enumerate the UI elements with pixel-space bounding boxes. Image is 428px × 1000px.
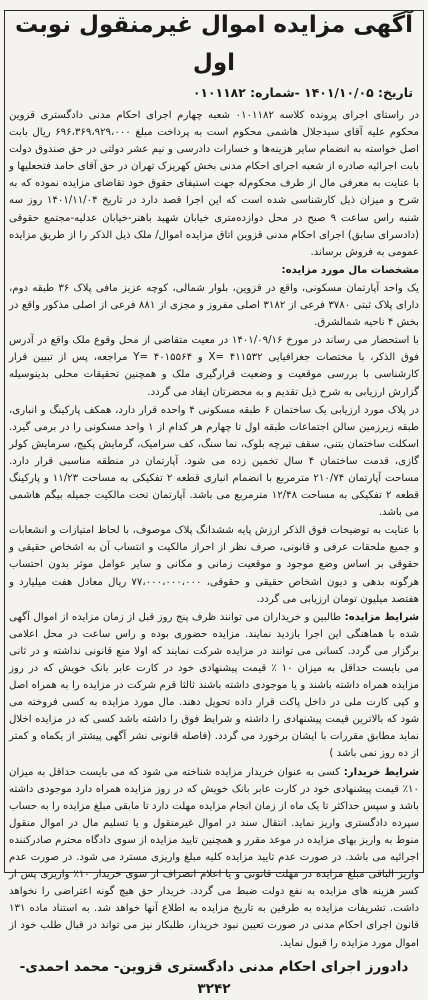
intro-paragraph: در راستای اجرای پرونده کلاسه ۰۱۰۱۱۸۲ شعبه چهارم اجرای احکام مدنی دادگستری قزوین محکوم علیه آقای سیدجلال هاشمی محکوم است به پرداخت مبلغ ۶۹۶،۳۶۹،۹۲۹،۰۰۰ ریال بابت اصل خواسته به انضمام سایر هزینه‌ها و خسارات دادرسی و نیم عشر دولتی در حق صندوق دولت بابت اجرائیه صادره از شعبه اجرای احکام مدنی بخش کهریزک تهران در حق آقای حامد فتحعلیها و با عنایت به معرفی مال از طرف محکوم‌له جهت استیفای حقوق خود تقاضای مزایده نموده که به شرح و میزان ذیل کارشناسی شده است که این اجرا قصد دارد در تاریخ ۱۴۰۱/۱۱/۰۴ روز سه شنبه راس ساعت ۹ صبح در محل دوازده‌متری خیابان شهید باهنر-خیابان عدلیه-مجتمع حقوقی (دادسرای سابق) اجرای احکام مدنی قزوین اتاق مزایده اموال/ ملک ذیل الذکر را از طریق مزایده عمومی به فروش برساند.: [9, 110, 419, 258]
auction-terms-title: شرایط مزایده:: [344, 611, 419, 623]
auction-terms-paragraph: [9, 609, 419, 763]
auction-terms-text: طالبین و خریداران می توانند ظرف پنج روز قبل از زمان مزایده از اموال آگهی شده با هماهنگی این اجرا بازدید نمایند. مزایده حضوری بوده و راس ساعت در محل اعلامی برگزار می گردد. کسانی می توانند در مزایده شرکت نمایند که اولا منع قانونی نداشته و در ثانی می بایست حداقل به میزان ۱۰ ٪ قیمت پیشنهادی خود در کارت عابر بانک خویش که در روز مزایده همراه داشته باشند و یا موجودی داشته باشند ثالثا قرم شرکت در مزایده را به همراه اصل و کپی کارت ملی در داخل پاکت قرار داده تحویل دهند. مال مورد مزایده به کسی فروخته می شود که بالاترین قیمت پیشنهادی را داشته و شرایط فوق را داشته باشد کسی که در مزایده اخلال نماید مطابق مقررات با ایشان برخورد می گردد. (فاصله قانونی نشر آگهی پیشتر از یکماه و کمتر از ده روز نمی باشد ): [9, 611, 420, 760]
signature-footer: دادورز اجرای احکام مدنی دادگستری قزوین- محمد احمدی- ۳۲۴۲: [19, 958, 409, 997]
specs-title: مشخصات مال مورد مزایده:: [281, 264, 419, 276]
buyer-terms-text: کسی به عنوان خریدار مزایده شناخته می شود که می بایست حداقل به میزان ۱۰٪ قیمت پیشنهادی خود در کارت عابر بانک خویش که در روز مزایده همراه دارد موجودی داشته باشد و سپس حداکثر تا یک ماه از زمان انجام مزایده مهلت دارد تا مابقی مبلغ مزایده را به حساب سپرده دادگستری واریز نماید. انتقال سند در اموال غیرمنقول و یا تسلیم مال در اموال منقول منوط به واریز بهای مزایده در موعد مقرر و همچنین تایید مزایده از سوی دادگاه محترم صادرکننده اجرائیه می باشد. در صورت عدم تایید مزایده کلیه مبلغ واریزی مسترد می شود. در صورت عدم واریز الباقی مبلغ مزایده در مهلت قانونی و یا اعلام انصراف از سوی خریدار ۱۰٪ واریزی پس از کسر هزینه های مزایده به نفع دولت ضبط می گردد. خریدار حق هیچ گونه اعتراضی را نخواهد داشت. تشریفات مزایده به طرفین به تاریخ مزایده به اطلاع آنها خواهد شد. به استناد ماده ۱۳۱ قانون اجرای احکام مدنی در صورت تعیین نبود خریدار، طلبکار نیز می تواند در قبال طلب خود از اموال مورد مزایده را قبول نماید.: [9, 766, 419, 949]
buyer-terms-title: شرایط خریدار:: [343, 766, 419, 778]
specs-paragraph-3: در پلاک مورد ارزیابی یک ساختمان ۶ طبقه مسکونی ۴ واحده قرار دارد، همکف پارکینگ و انباری، طبقه زیرزمین سالن اجتماعات طبقه اول تا چهارم هر کدام از ۱ واحد مسکونی را در برمی گیرد. اسکلت ساختمان بتنی، سقف تیرچه بلوک، نما سنگ، کف سرامیک، گرمایش پکیج، سرمایش کولر گازی، قدمت ساختمان ۴ سال تخمین زده می شود. آپارتمان در منطقه مناسبی قرار دارد. مساحت آپارتمان ۲۱۰/۷۴ مترمربع با انضمام انباری قطعه ۲ تفکیکی به مساحت ۱۱/۲۳ و پارکینگ قطعه ۲ تفکیکی به مساحت ۱۲/۴۸ مترمربع می باشد. آپارتمان تحت مالکیت جمیله بیگم هاشمی می باشد.: [9, 404, 420, 519]
notice-headline: آگهی مزایده اموال غیرمنقول نوبت اول: [14, 12, 414, 76]
notice-page: [0, 6, 428, 997]
buyer-terms-paragraph: [9, 764, 419, 952]
notice-content: [9, 6, 419, 1000]
specs-paragraph-2: با استحضار می رساند در مورخ ۱۴۰۱/۰۹/۱۶ در معیت متقاضی از محل وقوع ملک واقع در آدرس فوق الذکر، با مختصات جغرافیایی X= ۴۱۱۵۳۲ و Y= ۴۰۱۵۵۶۴ مراجعه، پس از تبیین قرار کارشناسی با بررسی موقعیت و وضعیت قرارگیری ملک و همچنین تحقیقات محلی بدینوسیله گزارش ارزیابی به شرح ذیل تقدیم و به محضرتان ایفاد می گردد.: [9, 335, 419, 398]
specs-paragraph-1: یک واحد آپارتمان مسکونی، واقع در قزوین، بلوار شمالی، کوچه عزیز مافی پلاک ۳۶ طبقه دوم، دارای پلاک ثبتی ۳۷۸۰ فرعی از ۳۱۸۲ اصلی مفروز و مجزی از ۸۸۱ فرعی از اصلی مذکور واقع در بخش ۴ ناحیه شمالشرق.: [9, 282, 420, 329]
date-and-number: تاریخ: ۱۴۰۱/۱۰/۰۵ -شماره: ۰۱۰۱۱۸۲: [192, 85, 413, 100]
valuation-paragraph: با عنایت به توضیحات فوق الذکر ارزش پایه ششدانگ پلاک موصوف، با لحاظ امتیازات و انشعابات و جمیع ملحقات عرفی و قانونی، صرف نظر از احراز مالکیت و انتساب آن به اشخاص حقیقی و حقوقی بر اساس وضع موجود و موقعیت زمانی و مکانی و سایر عوامل موثر بدون احتساب هرگونه بدهی و دیون اشخاص حقیقی و حقوقی، ۷۷،۰۰۰،۰۰۰،۰۰۰ ریال معادل هفت میلیارد و هفتصد میلیون تومان ارزیابی می گردد.: [9, 525, 419, 605]
